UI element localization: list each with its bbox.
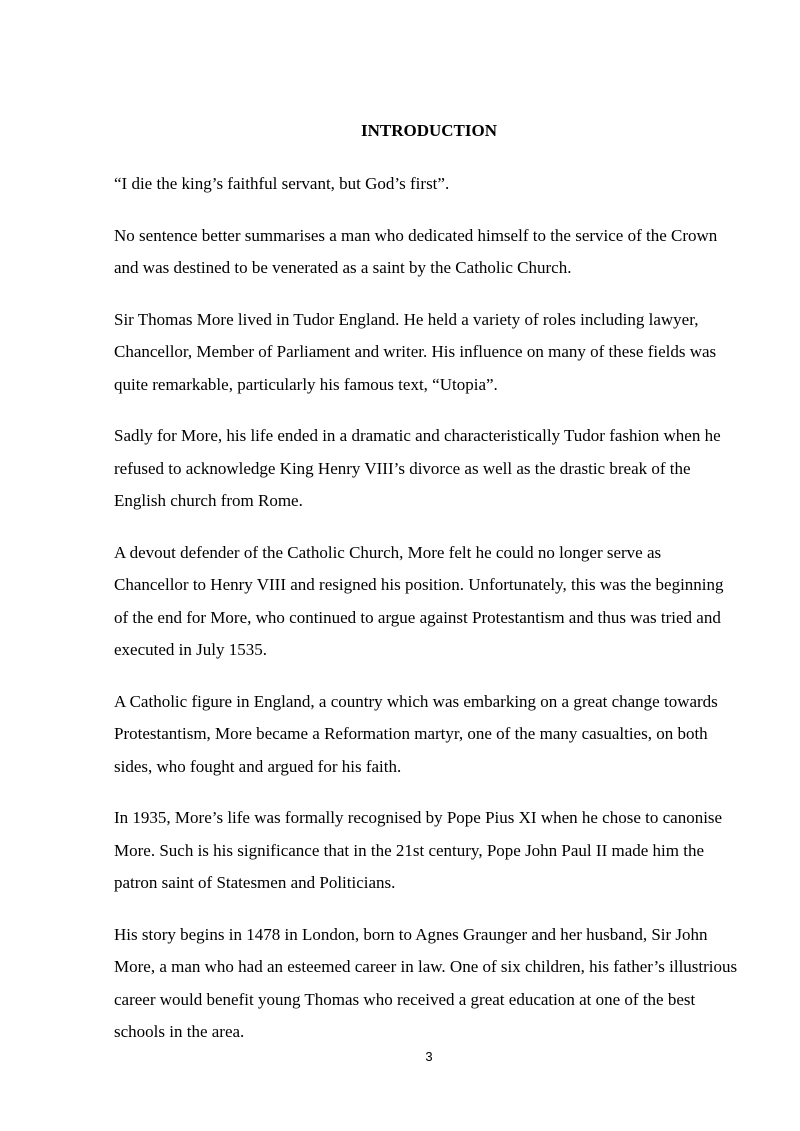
document-body: [114, 168, 738, 1068]
paragraph: His story begins in 1478 in London, born to Agnes Graunger and her husband, Sir John More, a man who had an esteemed career in law. One of six children, his father’s illustrious career would benefit young Thomas who received a great education at one of the best schools in the area.: [114, 924, 738, 1041]
paragraph: Sir Thomas More lived in Tudor England. He held a variety of roles including lawyer, Chancellor, Member of Parliament and writer. His influence on many of these fields was quite remarkable, particularly his famous text, “Utopia”.: [114, 309, 717, 394]
paragraph-quote: “I die the king’s faithful servant, but God’s first”.: [114, 174, 450, 193]
paragraph: No sentence better summarises a man who dedicated himself to the service of the Crown and was destined to be venerated as a saint by the Catholic Church.: [114, 225, 718, 277]
page-number: 3: [425, 1049, 433, 1064]
page-title: INTRODUCTION: [360, 121, 498, 140]
paragraph: In 1935, More’s life was formally recognised by Pope Pius XI when he chose to canonise More. Such is his significance that in the 21st century, Pope John Paul II made him the patron saint of Statesmen and Politicians.: [114, 808, 723, 892]
paragraph: A devout defender of the Catholic Church, More felt he could no longer serve as Chancellor to Henry VIII and resigned his position. Unfortunately, this was the beginning of the end for More, who continued to argue against Protestantism and thus was tried and executed in July 1535.: [114, 542, 724, 659]
paragraph: Sadly for More, his life ended in a dramatic and characteristically Tudor fashion when he refused to acknowledge King Henry VIII’s divorce as well as the drastic break of the English church from Rome.: [114, 426, 721, 510]
paragraph: A Catholic figure in England, a country which was embarking on a great change towards Protestantism, More became a Reformation martyr, one of the many casualties, on both sides, who fought and argued for his faith.: [114, 691, 718, 776]
